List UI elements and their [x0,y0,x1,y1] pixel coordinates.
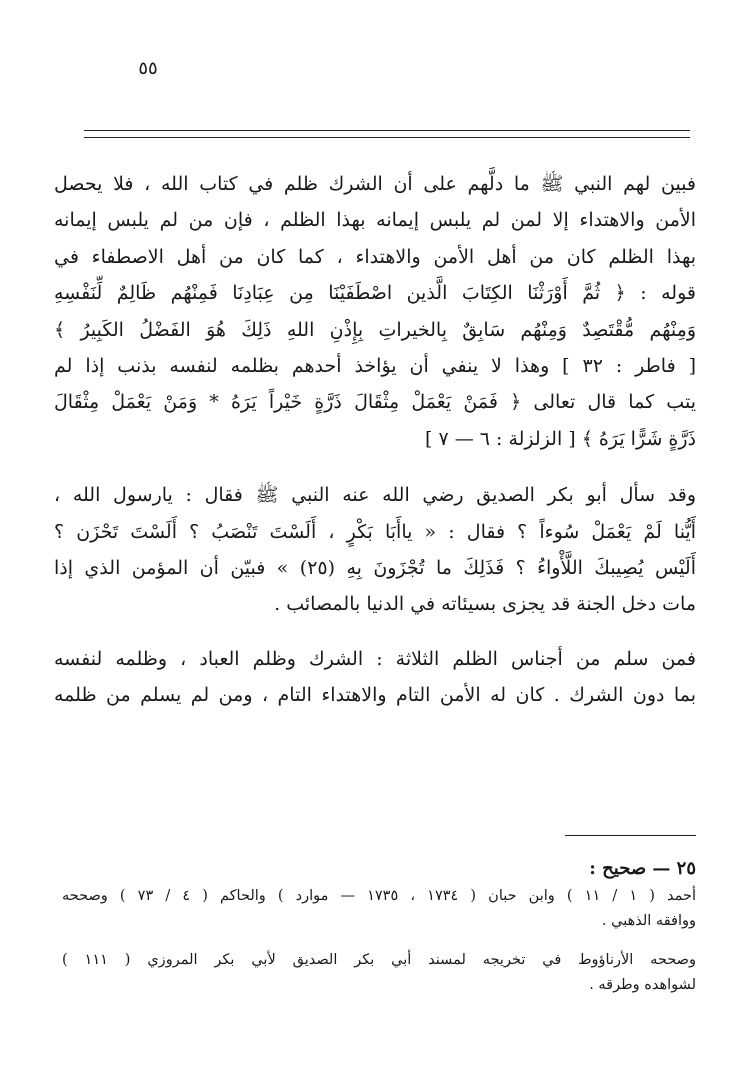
header-rule-bottom [84,137,690,138]
text-line: مات دخل الجنة قد يجزى بسيئاته في الدنيا بالمصائب . [274,593,696,616]
footnote-line: أحمد ( ١ / ١١ ) وابن حبان ( ١٧٣٤ ، ١٧٣٥ — موارد ) والحاكم ( ٤ / ٧٣ ) وصححه [62,888,696,904]
body-text [54,166,696,714]
text-line: فبين لهم النبي ﷺ ما دلَّهم على أن الشرك ظلم في كتاب الله ، فلا يحصل [54,173,696,195]
footnote-line: ووافقه الذهبي . [601,913,696,929]
header-rule-top [84,130,690,131]
text-line: ذَرَّةٍ شَرًّا يَرَهُ ﴾ [ الزلزلة : ٦ — ٧ ] [424,427,696,450]
footnote-separator [565,835,696,836]
paragraph [54,641,696,714]
text-line: بهذا الظلم كان من أهل الأمن والاهتداء ، كما كان من أهل الاصطفاء في [54,245,696,268]
paragraph [54,477,696,623]
text-line: قوله : ﴿ ثُمَّ أَوْرَثْنَا الكِتَابَ الَّذين اصْطَفَيْنَا مِن عِبَادِنَا فَمِنْهُم ظَالِمٌ لِّنَفْسِهِ [54,282,696,305]
footnote-paragraph [62,884,696,934]
paragraph [54,166,696,457]
footnotes [62,854,696,998]
text-line: أَلَيْس يُصِيبكَ اللَّأْواءُ ؟ فَذَلِكَ ما تُجْزَونَ بِهِ (٢٥) » فبيّن أن المؤمن الذي إذا [54,557,696,580]
text-line: أَيُّنا لَمْ يَعْمَلْ سُوءاً ؟ فقال : « ياأَبَا بَكْرٍ ، أَلَسْتَ تَنْصَبُ ؟ أَلَسْتَ تَحْزَن ؟ [54,520,696,543]
text-line: فمن سلم من أجناس الظلم الثلاثة : الشرك وظلم العباد ، وظلمه لنفسه [54,647,696,670]
text-line: بما دون الشرك . كان له الأمن التام والاهتداء التام ، ومن لم يسلم من ظلمه [54,684,696,707]
footnote-heading: ٢٥ — صحيح : [589,858,696,879]
footnote-paragraph [62,948,696,998]
footnote-line: لشواهده وطرقه . [589,977,696,993]
text-line: وَمِنْهُم مُّقْتَصِدٌ وَمِنْهُم سَابِقٌ بِالخيراتِ بِإِذْنِ اللهِ ذَلِكَ هُوَ الفَضْلُ الكَبِيرُ ﴾ [54,318,696,341]
text-line: يتب كما قال تعالى ﴿ فَمَنْ يَعْمَلْ مِثْقَالَ ذَرَّةٍ خَيْراً يَرَهُ * وَمَنْ يَعْمَلْ مِثْقَالَ [54,391,696,414]
text-line: الأمن والاهتداء إلا لمن لم يلبس إيمانه بهذا الظلم ، فإن من لم يلبس إيمانه [54,209,696,232]
text-line: وقد سأل أبو بكر الصديق رضي الله عنه النبي ﷺ فقال : يارسول الله ، [54,484,696,507]
text-line: [ فاطر : ٣٢ ] وهذا لا ينفي أن يؤاخذ أحدهم بظلمه لنفسه بذنب إذا لم [54,355,696,378]
footnote-line: وصححه الأرناؤوط في تخريجه لمسند أبي بكر الصديق لأبي بكر المروزي ( ١١١ ) [62,952,696,968]
page-number: ٥٥ [138,58,158,79]
